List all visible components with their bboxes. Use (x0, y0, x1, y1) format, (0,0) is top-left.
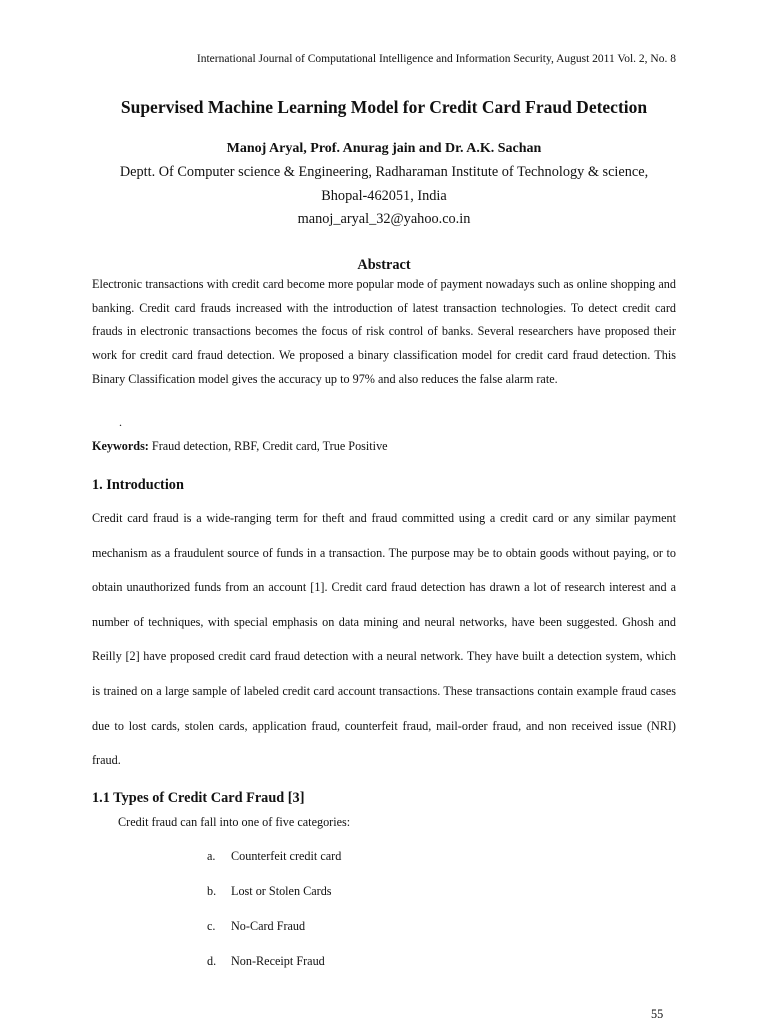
list-marker: c. (207, 919, 216, 933)
abstract-text: Electronic transactions with credit card become more popular mode of payment nowadays such as online shopping and banking. Credit card frauds increased with the introduction of latest transaction technologies. To detect credit card frauds in electronic transactions becomes the focus of risk control of banks. Several researchers have proposed their work for credit card fraud detection. We proposed a binary classification model for credit card fraud detection. This Binary Classification model gives the accuracy up to 97% and also reduces the false alarm rate. (92, 277, 676, 386)
keywords (92, 439, 388, 454)
introduction-text: Credit card fraud is a wide-ranging term for theft and fraud committed using a credit card or any similar payment mechanism as a fraudulent source of funds in a transaction. The purpose may be to obtain goods without paying, or to obtain unauthorized funds from an account [1]. Credit card fraud detection has drawn a lot of research interest and a number of techniques, with special emphasis on data mining and neural networks, have been suggested. Ghosh and Reilly [2] have proposed credit card fraud detection with a neural network. They have built a detection system, which is trained on a large sample of labeled credit card account transactions. These transactions contain example fraud cases due to lost cards, stolen cards, application fraud, counterfeit fraud, mail-order fraud, and non received issue (NRI) fraud. (92, 511, 676, 768)
stray-dot: . (119, 415, 122, 429)
list-item-text: Lost or Stolen Cards (231, 884, 332, 898)
paper-title: Supervised Machine Learning Model for Credit Card Fraud Detection (120, 97, 648, 117)
abstract-heading: Abstract (357, 257, 411, 273)
affiliation-line-1: Deptt. Of Computer science & Engineering, Radharaman Institute of Technology & science, (119, 164, 649, 180)
page-number: 55 (651, 1007, 664, 1021)
journal-header: International Journal of Computational Intelligence and Information Security, August 2011 Vol. 2, No. 8 (196, 53, 676, 65)
list-item-text: No-Card Fraud (231, 919, 306, 933)
list-item-text: Counterfeit credit card (231, 849, 342, 863)
list-item-text: Non-Receipt Fraud (231, 954, 325, 968)
fraud-types-intro: Credit fraud can fall into one of five categories: (118, 815, 351, 829)
list-marker: b. (207, 884, 217, 898)
keywords-label: Keywords: (92, 439, 149, 453)
author-email: manoj_aryal_32@yahoo.co.in (297, 211, 471, 227)
keywords-text: Fraud detection, RBF, Credit card, True Positive (151, 439, 388, 453)
list-marker: a. (207, 849, 216, 863)
paper-authors: Manoj Aryal, Prof. Anurag jain and Dr. A.K. Sachan (226, 141, 542, 156)
list-marker: d. (207, 954, 217, 968)
fraud-types-heading: 1.1 Types of Credit Card Fraud [3] (92, 790, 305, 806)
introduction-heading: 1. Introduction (92, 477, 184, 493)
affiliation-line-2: Bhopal-462051, India (321, 188, 447, 204)
